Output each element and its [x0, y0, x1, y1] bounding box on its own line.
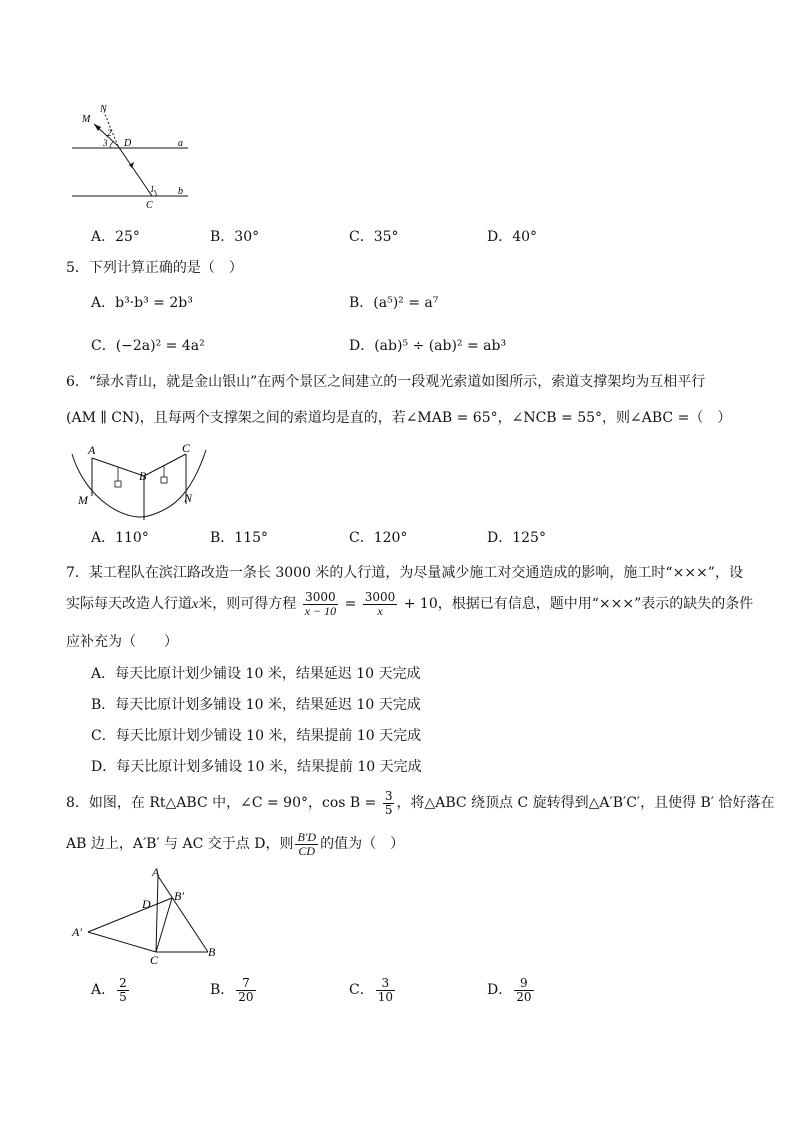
q6-option-d[interactable]: D．125° — [487, 530, 546, 546]
q7-eq-tail: + 10 — [403, 596, 438, 612]
q7-eq-num1: 3000 — [303, 591, 338, 605]
q6-option-c[interactable]: C．120° — [349, 530, 408, 546]
q5-option-a[interactable]: A．b³·b³ = 2b³ — [91, 295, 193, 311]
q8-line2-a: AB 边上，A′B′ 与 AC 交于点 D，则 — [66, 836, 294, 852]
q6-stem-line1: 6．“绿水青山，就是金山银山”在两个景区之间建立的一段观光索道如图所示，索道支撑架均为互相平行 — [66, 374, 706, 390]
q8-line1-a: 8．如图，在 Rt△ABC 中，∠C = 90°，cos B = — [66, 795, 377, 811]
q8-option-a-frac — [117, 977, 129, 1004]
q7-eq-den1: x − 10 — [304, 603, 337, 618]
q7-stem-line1: 7．某工程队在滨江路改造一条长 3000 米的人行道，为尽量减少施工对交通造成的影响，施工时“×××”，设 — [66, 565, 743, 581]
q4-label-a: a — [178, 138, 183, 149]
q8-option-b[interactable] — [210, 976, 258, 1004]
q4-label-1: 1 — [150, 184, 155, 194]
q8-option-a[interactable] — [91, 976, 131, 1004]
q7-eq-frac2 — [363, 591, 398, 618]
q8-ratio-frac — [295, 831, 318, 858]
q4-option-a[interactable]: A．25° — [91, 229, 140, 245]
q6-label-c: C — [182, 441, 191, 455]
q5-option-d[interactable]: D．(ab)⁵ ÷ (ab)² = ab³ — [349, 338, 507, 354]
q8-option-d-den: 20 — [516, 989, 532, 1004]
q4-figure — [66, 100, 196, 212]
q8-label-b: B — [208, 945, 216, 959]
q8-option-c-den: 10 — [377, 989, 393, 1004]
q8-ratio-den: CD — [298, 843, 316, 858]
q6-label-a: A — [88, 443, 96, 457]
q8-option-b-prefix: B． — [210, 982, 235, 998]
q8-option-b-frac — [236, 977, 255, 1004]
q5-option-c[interactable]: C．(−2a)² = 4a² — [91, 338, 205, 354]
q8-option-a-num: 2 — [119, 975, 127, 990]
q8-option-a-den: 5 — [119, 989, 127, 1004]
q4-option-d[interactable]: D．40° — [487, 229, 538, 245]
q8-option-a-prefix: A． — [91, 982, 116, 998]
q4-label-d: D — [124, 138, 132, 149]
q8-cos-den: 5 — [384, 802, 393, 817]
q4-option-b[interactable]: B．30° — [210, 229, 260, 245]
q8-stem-line1 — [66, 788, 774, 818]
q6-figure — [66, 440, 216, 520]
q8-option-b-den: 20 — [238, 989, 254, 1004]
q8-label-ap: A′ — [72, 925, 82, 939]
q7-option-d[interactable]: D．每天比原计划多铺设 10 米，结果提前 10 天完成 — [91, 759, 422, 775]
q8-option-d-num: 9 — [514, 977, 533, 991]
q6-label-n: N — [184, 491, 193, 505]
q8-figure — [66, 864, 226, 968]
q8-option-d[interactable] — [487, 976, 536, 1004]
q4-label-n: N — [100, 104, 107, 115]
q8-ratio-num: B′D — [297, 829, 317, 844]
q8-stem-line2 — [66, 829, 404, 859]
q4-option-c[interactable]: C．35° — [349, 229, 399, 245]
q5-stem: 5．下列计算正确的是（ ） — [66, 260, 243, 276]
q7-eq-num2: 3000 — [364, 589, 396, 604]
q7-line2-x: x — [192, 597, 199, 612]
q8-label-c: C — [150, 953, 159, 967]
q8-label-a: A — [152, 865, 160, 879]
q6-option-b[interactable]: B．115° — [210, 530, 269, 546]
q8-option-c-prefix: C． — [349, 982, 374, 998]
q4-label-2: 2 — [107, 128, 112, 138]
q8-option-c-num: 3 — [376, 977, 395, 991]
q8-line1-b: ，将△ABC 绕顶点 C 旋转得到△A′B′C′，且使得 B′ 恰好落在 — [396, 795, 775, 811]
q7-line2-b: 米，则可得方程 — [198, 596, 297, 612]
q7-line2-c: ，根据已有信息，题中用“×××”表示的缺失的条件 — [437, 596, 754, 612]
q7-stem-line2 — [66, 589, 753, 620]
q7-eq-frac1 — [303, 591, 338, 618]
q8-label-bp: B′ — [174, 889, 184, 903]
q8-option-b-num: 7 — [236, 977, 255, 991]
q5-option-b[interactable]: B．(a⁵)² = a⁷ — [349, 295, 439, 311]
q6-option-a[interactable]: A．110° — [91, 530, 149, 546]
q4-label-b: b — [178, 186, 183, 197]
q6-label-b: B — [139, 469, 147, 483]
q7-eq-mid: = — [344, 596, 357, 612]
q7-stem-line3: 应补充为（ ） — [66, 634, 178, 650]
q7-option-a[interactable]: A．每天比原计划少铺设 10 米，结果延迟 10 天完成 — [91, 666, 421, 682]
q4-label-c: C — [146, 200, 153, 211]
q8-label-d: D — [142, 897, 151, 911]
q4-label-3: 3 — [103, 138, 108, 148]
q6-label-m: M — [78, 493, 88, 507]
q7-line2-a: 实际每天改造人行道 — [66, 596, 192, 612]
q8-option-d-frac — [514, 977, 533, 1004]
q8-cos-num: 3 — [384, 788, 393, 803]
q8-cos-frac — [383, 790, 395, 817]
q7-option-b[interactable]: B．每天比原计划多铺设 10 米，结果延迟 10 天完成 — [91, 697, 421, 713]
q8-line2-b: 的值为（ ） — [320, 836, 405, 852]
q6-stem-line2: (AM ∥ CN)，且每两个支撑架之间的索道均是直的，若∠MAB = 65°，∠NCB = 55°，则∠ABC =（ ） — [66, 410, 732, 426]
q8-option-c[interactable] — [349, 976, 397, 1004]
q8-option-c-frac — [376, 977, 395, 1004]
q8-option-d-prefix: D． — [487, 982, 513, 998]
q4-label-m: M — [82, 114, 91, 125]
q7-eq-den2: x — [377, 603, 383, 618]
q7-option-c[interactable]: C．每天比原计划少铺设 10 米，结果提前 10 天完成 — [91, 728, 422, 744]
